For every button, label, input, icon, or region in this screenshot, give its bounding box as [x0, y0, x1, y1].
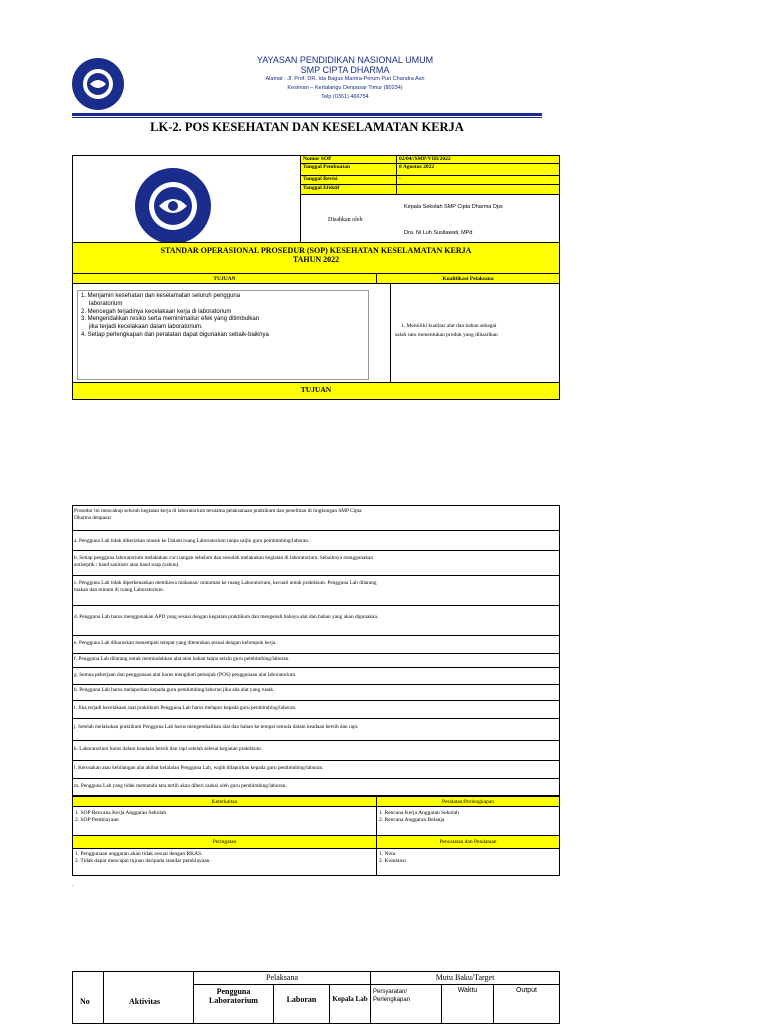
phone: Telp (0361) 466754 — [321, 94, 369, 100]
kualifikasi-line: 1. Memiliki kualitas alat dan bahan sebagai — [401, 323, 497, 329]
effective-date-value — [396, 184, 560, 195]
procedure-item — [72, 551, 559, 576]
tujuan-item: 2. Mencegah terjadinya kecelakaan kerja di laboratorium — [81, 308, 232, 315]
col-aktivitas-cell — [103, 971, 194, 1024]
school-name: SMP CIPTA DHARMA — [300, 65, 390, 75]
procedure-item-text: antiseptik / hand sanitizer atau hand soap (sabun). — [74, 562, 180, 568]
school-logo-small — [72, 58, 124, 110]
procedure-intro — [72, 506, 559, 531]
activity-table — [72, 971, 560, 1024]
peringatan-content — [72, 848, 377, 876]
tujuan-list — [77, 290, 369, 380]
address-line-2: Kesiman – Kertalangu Denpasar Timur (80234) — [287, 85, 403, 91]
logo-area — [72, 155, 301, 243]
procedure-item-text: f. Pengguna Lab dilarang untuk memindahkan alat atau bahan tanpa seizin guru pembimbing/laboran. — [74, 656, 290, 662]
keterkaitan-content — [72, 806, 377, 836]
procedure-item-text: m. Pengguna Lab yang tidak mematuhi tata tertib akan diberi sanksi oleh guru pembimbing/laboran. — [74, 783, 287, 789]
stray-dot: . — [72, 882, 74, 888]
peringatan-item: 2. Tidak dapat mencapai tujuan daripada standar pembiayaan. — [75, 858, 211, 864]
procedure-intro-line: Prosedur ini mencakup seluruh kegiatan kerja di laboratorium terutama pelaksanaan praktikum dan penelitian di lingkungan SMP Cipta — [74, 508, 362, 514]
tujuan-item: 3. Mengendalikan resiko serta meminimalisir efek yang ditimbulkan — [81, 316, 260, 323]
col-laboran: Laboran — [273, 984, 330, 1024]
peralatan-item: 2. Rencana Anggaran Belanja — [379, 817, 445, 823]
col-no: No — [80, 997, 90, 1006]
procedure-item — [72, 779, 559, 796]
col-persyaratan: Persyaratan/ Perlengkapan — [370, 984, 442, 1024]
revision-date-value: - — [396, 175, 560, 185]
procedure-intro-line: Dharma denpasar — [74, 515, 112, 521]
tujuan-item: 4. Setiap perlengkapan dan peralatan dapat digunakan sebaik-baiknya — [81, 331, 269, 338]
document-title: LK-2. POS KESEHATAN DAN KESELAMATAN KERJA — [150, 120, 464, 134]
peralatan-header: Peralatan/Perlengkapan — [376, 796, 560, 807]
peringatan-header: Peringatan — [72, 835, 377, 849]
peralatan-content — [376, 806, 560, 836]
letterhead-rule — [72, 113, 542, 116]
procedure-item-text: g. Semua pekerjaan dan penggunaan alat harus mengikuti petunjuk (POS) penggunaan alat laboratorium. — [74, 672, 297, 678]
keterkaitan-item: 1. SOP Rencana Kerja Anggaran Sekolah — [75, 810, 167, 816]
procedure-item — [72, 606, 559, 636]
pencatatan-item: 1. Nota — [379, 851, 396, 857]
procedure-item — [72, 531, 559, 551]
address-line: Alamat : Jl. Prof. DR. Ida Bagus Mantra-Perum Puri Chandra Asri — [265, 76, 425, 82]
procedure-item — [72, 636, 559, 654]
procedure-item-text: k. Laboratorium harus dalam keadaan bersih dan rapi setelah selesai kegiatan praktikum. — [74, 746, 263, 752]
procedure-item-text: b. Setiap pengguna laboratorium melakukan cuci tangan sebelum dan sesudah melakukan kegiatan di laboratorium. Sebaiknya menggunakan — [74, 555, 374, 561]
principal-title: Kepala Sekolah SMP Cipta Dharma Dps — [404, 204, 503, 210]
procedure-item-text: i. Jika terjadi kecelakaan saat praktikum Pengguna Lab harus melapor kepada guru pembimbing/laboran. — [74, 705, 297, 711]
foundation-name: YAYASAN PENDIDIKAN NASIONAL UMUM — [256, 55, 434, 65]
col-pengguna: Pengguna Laboratorium — [193, 984, 274, 1024]
approved-by-label: Disahkan oleh — [328, 217, 363, 223]
col-aktivitas: Aktivitas — [129, 997, 161, 1006]
col-waktu: Waktu — [441, 984, 494, 1024]
peringatan-item: 1. Penggunaan anggaran akan tidak sesuai dengan RKAS. — [75, 851, 203, 857]
procedure-item-text: h. Pengguna Lab harus melaporkan kepada guru pembimbing/laboran jika ada alat yang rusak. — [74, 687, 275, 693]
tujuan-item: jika terjadi kecelakaan dalam laboratorium. — [89, 324, 203, 331]
kualifikasi-line: salah satu menentukan produk yang dihasilkan — [395, 332, 498, 338]
procedure-item — [72, 668, 559, 685]
col-no-cell — [72, 971, 104, 1024]
procedure-item — [72, 719, 559, 741]
procedure-item — [72, 576, 559, 606]
procedure-item — [72, 761, 559, 779]
procedure-item-text: j. Setelah melakukan praktikum Pengguna Lab harus mengembalikan alat dan bahan ke tempat semula dalam keadaan bersih dan rapi. — [74, 724, 359, 730]
sop-banner — [72, 242, 560, 274]
procedure-item — [72, 741, 559, 761]
col-kepala-lab: Kepala Lab — [329, 984, 371, 1024]
sop-banner-line1: STANDAR OPERASIONAL PROSEDUR (SOP) KESEHATAN KESELAMATAN KERJA — [160, 246, 472, 255]
col-output: Output — [493, 984, 560, 1024]
pelaksana-header: Pelaksana — [193, 971, 371, 985]
kualifikasi-content — [390, 283, 560, 383]
revision-date-label: Tanggal Revisi — [300, 175, 397, 185]
letterhead-text — [150, 55, 540, 102]
sop-number-label: Nomor SOP — [300, 155, 397, 164]
created-date-value: 8 Agustus 2022 — [396, 163, 560, 176]
sop-banner-line2: TAHUN 2022 — [292, 255, 340, 264]
procedure-item-text: e. Pengguna Lab diharuskan menempati tempat yang ditentukan sesuai dengan kelompok kerja. — [74, 640, 277, 646]
kualifikasi-header: Kualifikasi Pelaksana — [376, 273, 560, 284]
mutu-header: Mutu Baku/Target — [370, 971, 560, 985]
procedure-item-text: c. Pengguna Lab tidak diperkenankan membawa makanan/ minuman ke ruang Laboratorium, kecuali untuk praktikum. Pengguna Lab dilarang — [74, 580, 377, 586]
procedure-item-text: d. Pengguna Lab harus menggunakan APD yang sesuai dengan kegiatan praktikum dan mengenali bahaya alat dan bahan yang akan digunakan. — [74, 614, 379, 620]
pencatatan-content — [376, 848, 560, 876]
effective-date-label: Tanggal Efektif — [300, 184, 397, 195]
school-logo-large — [134, 167, 212, 245]
tujuan-item: 1. Menjamin kesehatan dan keselamatan seluruh pengguna — [81, 293, 241, 299]
tujuan-footer-band: TUJUAN — [72, 382, 560, 400]
procedure-item — [72, 654, 559, 668]
principal-name: Dra. Ni Luh Susilawati, MPd — [404, 230, 473, 236]
procedure-item — [72, 701, 559, 719]
keterkaitan-item: 2. SOP Pembiayaan — [75, 817, 119, 823]
procedure-item — [72, 685, 559, 701]
procedure-item-text: a. Pengguna Lab tidak diberizkan masuk ke Dalam ruang Laboratorium tanpa saijin guru pembimbing/laboran. — [74, 538, 310, 544]
peralatan-item: 1. Rencana Kerja Anggaran Sekolah — [379, 810, 459, 816]
tujuan-content — [72, 283, 391, 383]
tujuan-header: TUJUAN — [72, 273, 377, 284]
pencatatan-header: Pencatatan dan Pendataan — [376, 835, 560, 849]
pencatatan-item: 2. Kuintansi — [379, 858, 406, 864]
keterkaitan-header: Keterkaitan — [72, 796, 377, 807]
sop-number-value: 02/04//SMP/VIII/2022 — [396, 155, 560, 164]
tujuan-item: laboratorium — [89, 300, 123, 307]
letterhead-rule-thin — [72, 117, 542, 118]
procedure-item-text: l. Kerusakan atau kehilangan alat akibat kelalaian Pengguna Lab, wajib dilaporkan kepada guru pembimbing/laboran. — [74, 765, 324, 771]
procedure-item-text: makan dan minum di ruang Laboratorium. — [74, 587, 165, 593]
created-date-label: Tanggal Pembuatan — [300, 163, 397, 176]
